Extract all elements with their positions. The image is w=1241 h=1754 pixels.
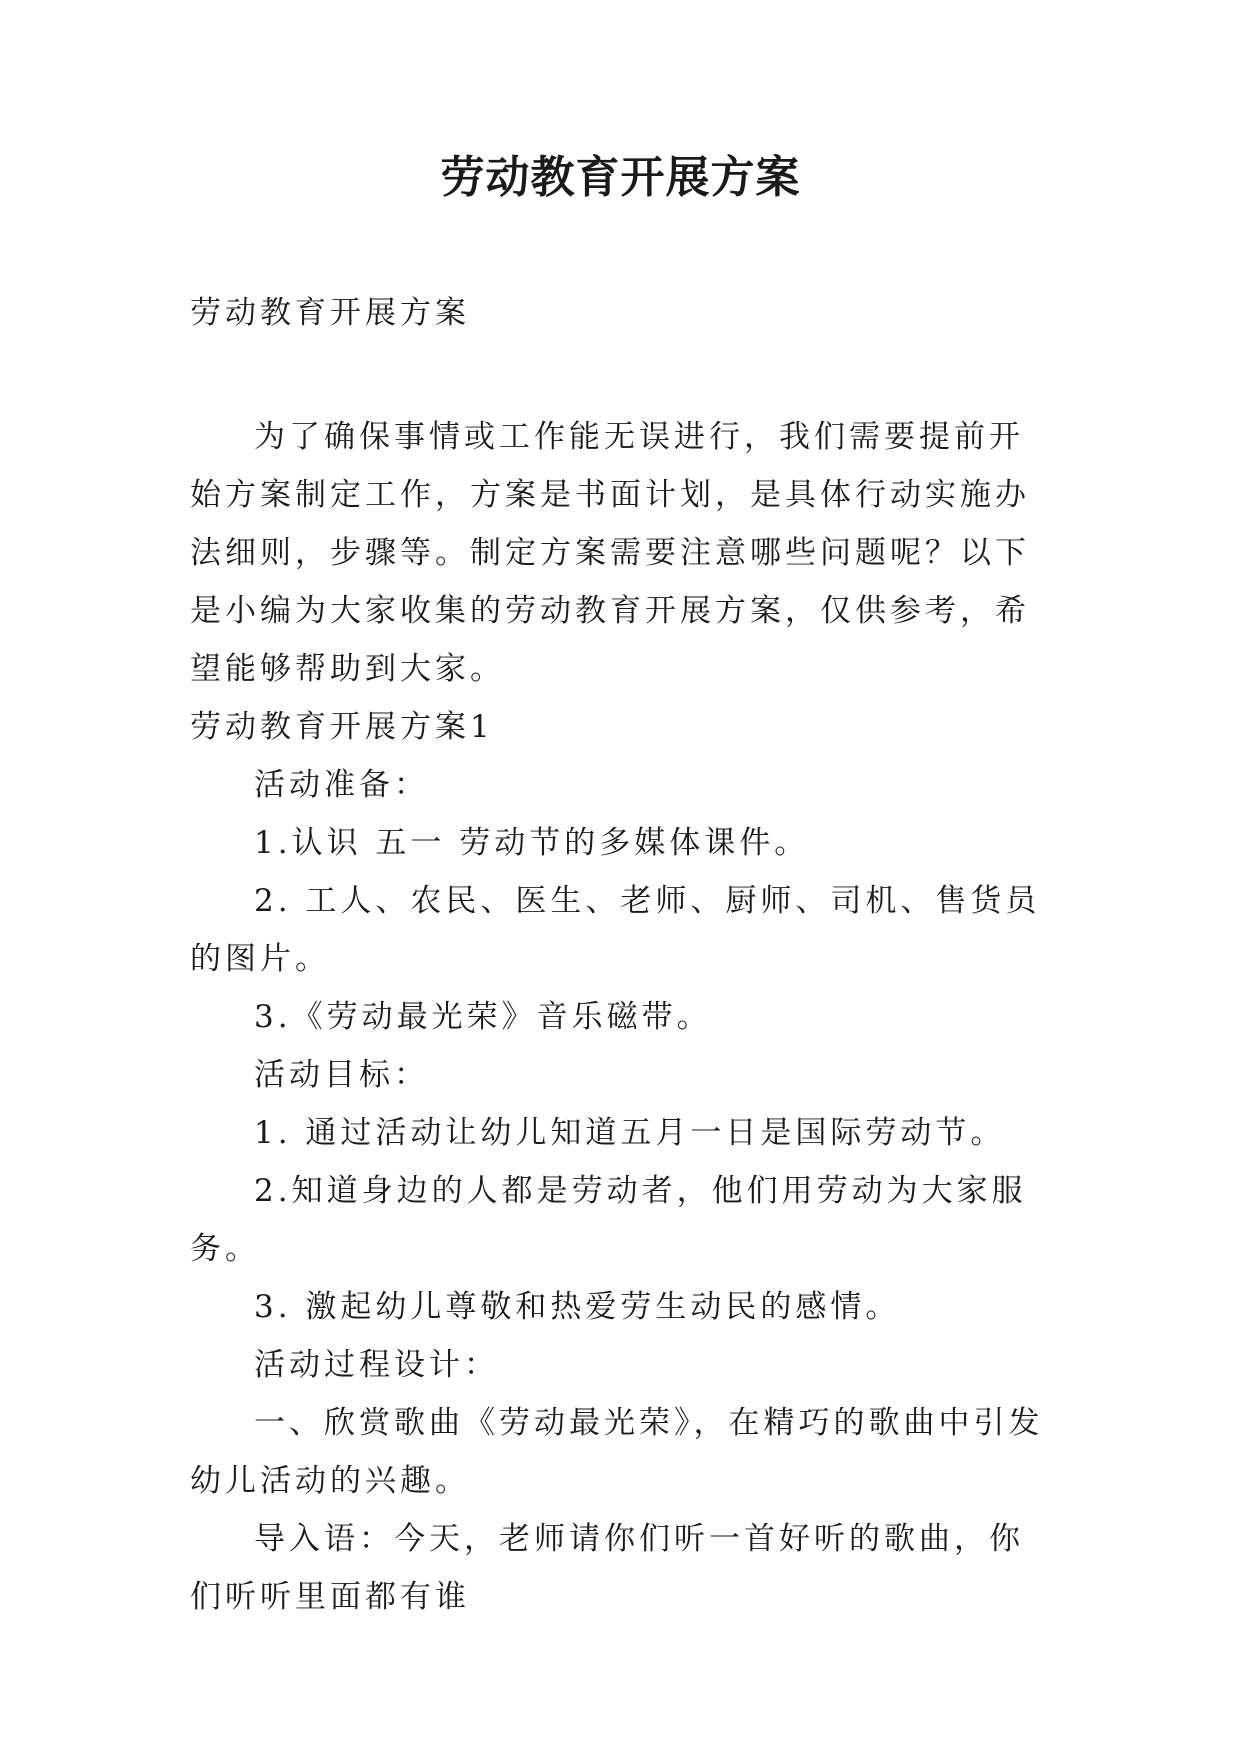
document-title: 劳动教育开展方案	[440, 152, 801, 203]
paragraph: 活动目标：	[254, 1057, 429, 1093]
paragraph: 2.知道身边的人都是劳动者，他们用劳动为大家服务。	[190, 1173, 1027, 1267]
document-subtitle: 劳动教育开展方案	[190, 295, 470, 331]
paragraph: 一、欣赏歌曲《劳动最光荣》，在精巧的歌曲中引发幼儿活动的兴趣。	[190, 1405, 1044, 1499]
paragraph: 活动过程设计：	[254, 1347, 499, 1383]
paragraph: 1.认识 五一 劳动节的多媒体课件。	[254, 825, 810, 861]
section-1	[190, 698, 1050, 1626]
paragraph: 导入语：今天，老师请你们听一首好听的歌曲，你们听听里面都有谁	[190, 1521, 1024, 1615]
paragraph: 3.《劳动最光荣》音乐磁带。	[254, 999, 712, 1035]
intro-paragraph: 为了确保事情或工作能无误进行，我们需要提前开始方案制定工作，方案是书面计划，是具体行动实施办法细则，步骤等。制定方案需要注意哪些问题呢？以下是小编为大家收集的劳动教育开展方案，仅供参考，希望能够帮助到大家。	[190, 419, 1030, 687]
paragraph: 活动准备：	[254, 767, 429, 803]
paragraph: 3. 激起幼儿尊敬和热爱劳生动民的感情。	[254, 1289, 901, 1325]
paragraph: 1. 通过活动让幼儿知道五月一日是国际劳动节。	[254, 1115, 1006, 1151]
paragraph: 2. 工人、农民、医生、老师、厨师、司机、售货员的图片。	[190, 883, 1041, 977]
section-heading: 劳动教育开展方案1	[190, 709, 494, 745]
